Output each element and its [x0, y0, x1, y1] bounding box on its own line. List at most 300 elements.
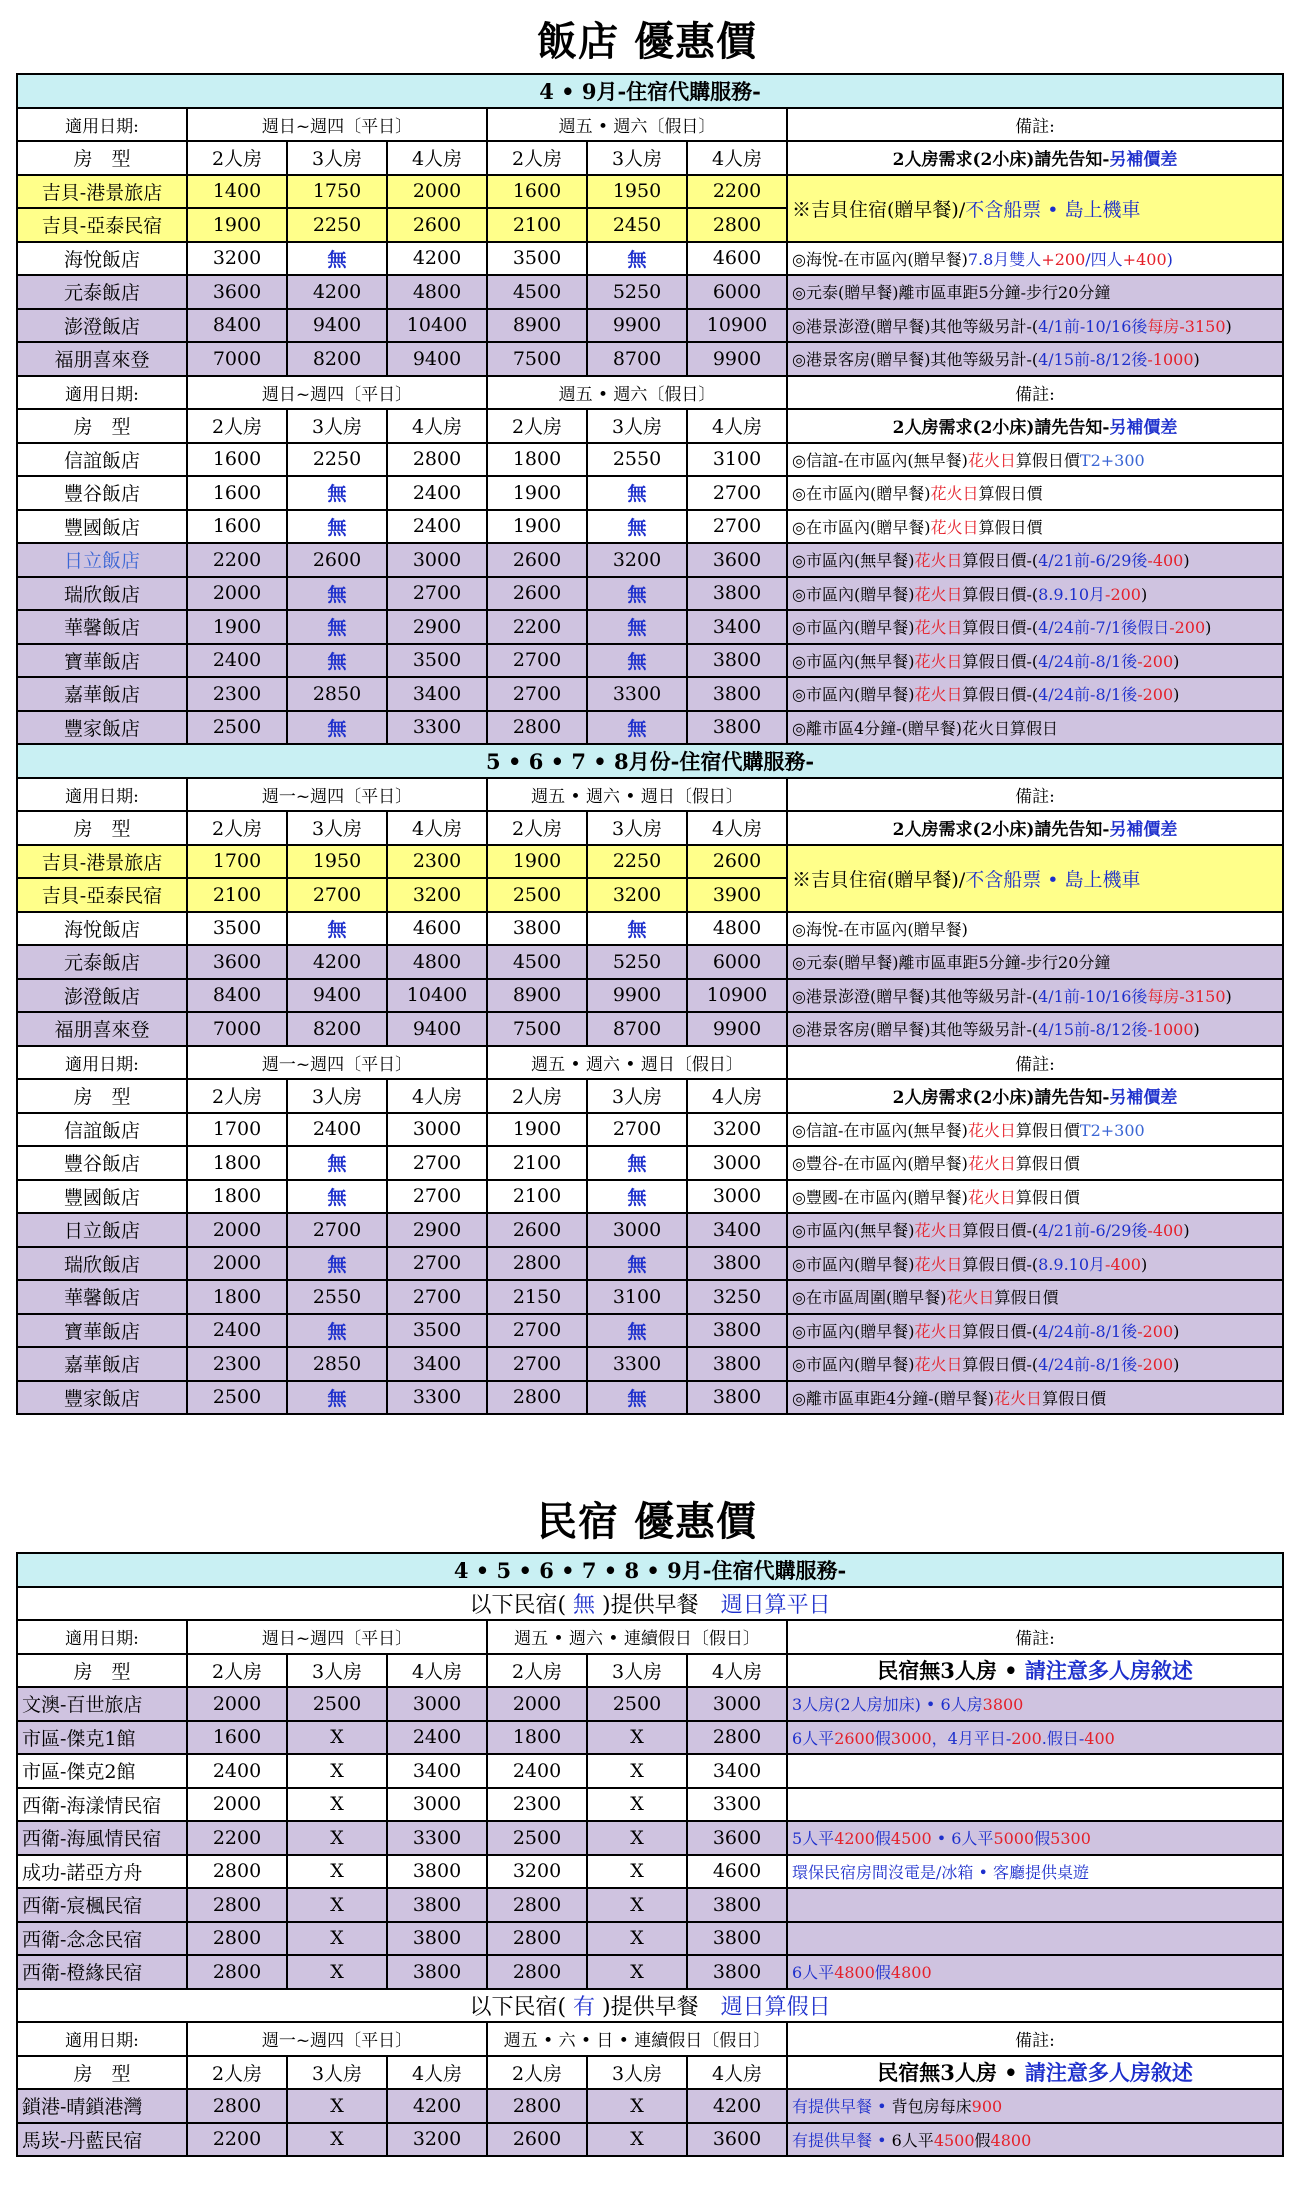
price-cell: 2400	[387, 476, 487, 510]
note-text: 週日算平日	[720, 1592, 831, 1618]
note-text: 假	[1034, 1829, 1051, 1849]
remark-cell	[787, 510, 1283, 544]
property-name: 西衛-橙緣民宿	[17, 1955, 187, 1989]
table-row	[17, 1754, 1283, 1788]
price-cell: 3300	[587, 1347, 687, 1381]
weekend-range: 週五 • 週六〔假日〕	[487, 108, 787, 142]
note-text: ◎在市區內(贈早餐)	[792, 517, 931, 537]
room-size-header: 2人房	[187, 1654, 287, 1688]
note-text: )	[1183, 1221, 1190, 1241]
remark-cell	[787, 1314, 1283, 1348]
remark-cell	[787, 1213, 1283, 1247]
price-cell: 3300	[387, 711, 487, 745]
note-text: 2600	[834, 1728, 875, 1748]
price-cell: 3000	[687, 1146, 787, 1180]
table-row	[17, 242, 1283, 276]
price-cell: 2600	[487, 2123, 587, 2157]
remark-cell	[787, 1280, 1283, 1314]
price-cell: 無	[287, 577, 387, 611]
note-text: ◎市區內(贈早餐)	[792, 1355, 915, 1375]
remarks-label: 備註:	[787, 108, 1283, 142]
table-row	[17, 1922, 1283, 1956]
price-cell: 3800	[387, 1888, 487, 1922]
note-text: )	[1225, 316, 1232, 336]
note-text: 以下民宿(	[469, 1994, 567, 2020]
price-cell: X	[587, 1788, 687, 1822]
note-text: 5300	[1050, 1829, 1091, 1849]
property-name: 市區-傑克2館	[17, 1754, 187, 1788]
price-cell: 2500	[287, 1687, 387, 1721]
price-cell: 8700	[587, 342, 687, 376]
price-cell: X	[587, 1888, 687, 1922]
price-cell: 2700	[387, 1180, 487, 1214]
price-cell: 2800	[687, 1721, 787, 1755]
note-text: 2人房需求(2小床)請先告知-	[892, 150, 1110, 171]
note-text: 3000	[890, 1728, 932, 1748]
price-cell: X	[287, 1955, 387, 1989]
price-cell: 2700	[587, 1113, 687, 1147]
price-cell: 1600	[187, 510, 287, 544]
note-text: )	[1140, 584, 1148, 604]
price-cell: 4500	[487, 945, 587, 979]
note-text: 花火日	[914, 584, 963, 604]
price-cell: 4800	[687, 912, 787, 946]
note-text: /四人	[1085, 249, 1123, 269]
price-cell: 4200	[287, 945, 387, 979]
price-cell: 2800	[487, 711, 587, 745]
price-cell: 4600	[687, 1855, 787, 1889]
price-cell: 2800	[487, 1381, 587, 1415]
price-cell: 7000	[187, 1012, 287, 1046]
note-text: ◎港景澎澄(贈早餐)其他等級另計-(	[792, 986, 1039, 1006]
price-cell: 2600	[487, 1213, 587, 1247]
note-text: 4800	[990, 2130, 1032, 2150]
price-cell: 無	[587, 711, 687, 745]
room-type-header: 房 型	[17, 811, 187, 845]
note-text: 有提供早餐 •	[792, 2097, 892, 2117]
note-text: .假日-	[1041, 1728, 1085, 1748]
hotel-price-table	[16, 73, 1284, 1415]
note-text: )	[1173, 651, 1180, 671]
price-cell: 2000	[187, 577, 287, 611]
note-text: 算假日價	[978, 517, 1043, 537]
property-name: 海悅飯店	[17, 242, 187, 276]
property-name: 澎澄飯店	[17, 309, 187, 343]
price-cell: 1950	[287, 845, 387, 879]
room-note-header	[787, 141, 1283, 175]
price-cell: 無	[287, 610, 387, 644]
price-cell: 3800	[687, 1888, 787, 1922]
table-row	[17, 1381, 1283, 1415]
price-cell: 3000	[687, 1687, 787, 1721]
room-size-header: 3人房	[287, 409, 387, 443]
note-text: 4200	[834, 1829, 875, 1849]
note-text: 算假日價	[1015, 1154, 1080, 1174]
property-name: 吉貝-亞泰民宿	[17, 208, 187, 242]
note-text: 算假日價-(	[962, 551, 1039, 571]
price-cell: 6000	[687, 945, 787, 979]
room-size-header: 4人房	[687, 141, 787, 175]
price-cell: 1900	[487, 1113, 587, 1147]
remark-cell	[787, 342, 1283, 376]
remark-cell	[787, 1381, 1283, 1415]
price-cell: 3900	[687, 878, 787, 912]
remark-cell	[787, 1247, 1283, 1281]
price-cell: 2600	[687, 845, 787, 879]
price-cell: 2100	[187, 878, 287, 912]
price-cell: 2400	[187, 1754, 287, 1788]
note-text: ◎市區內(無早餐)	[792, 1221, 915, 1241]
note-text: ◎海悅-在市區內(贈早餐)	[792, 249, 968, 269]
price-cell: X	[587, 1821, 687, 1855]
table-row	[17, 1180, 1283, 1214]
price-cell: 2800	[487, 1888, 587, 1922]
property-name: 寶華飯店	[17, 644, 187, 678]
note-text: ◎元泰(贈早餐)離市區車距5分鐘-步行20分鐘	[792, 283, 1111, 303]
note-text: -400	[1147, 1221, 1184, 1241]
property-name: 鎖港-晴鎖港灣	[17, 2089, 187, 2123]
price-cell: 2700	[687, 476, 787, 510]
note-text: 2人房需求(2小床)請先告知-	[892, 1088, 1110, 1109]
price-cell: 9900	[587, 309, 687, 343]
note-text: 5人平	[792, 1829, 835, 1849]
note-text: 4/1前-10/16後	[1038, 986, 1148, 1006]
note-text: -200	[1169, 618, 1206, 638]
property-name: 豐國飯店	[17, 1180, 187, 1214]
property-name: 福朋喜來登	[17, 1012, 187, 1046]
note-text: )提供早餐	[602, 1592, 721, 1618]
remarks-label: 備註:	[787, 2022, 1283, 2056]
note-text: 算假日價	[1015, 1187, 1080, 1207]
room-size-header: 3人房	[587, 2056, 687, 2090]
price-cell: 9900	[687, 342, 787, 376]
table-row	[17, 1788, 1283, 1822]
price-cell: 2800	[187, 1855, 287, 1889]
price-cell: 3200	[387, 878, 487, 912]
room-type-header: 房 型	[17, 141, 187, 175]
price-cell: 2100	[487, 1180, 587, 1214]
note-text: 算假日價	[978, 484, 1043, 504]
remark-cell	[787, 1347, 1283, 1381]
property-name: 西衛-海風情民宿	[17, 1821, 187, 1855]
note-text: 2人房需求(2小床)請先告知-	[892, 820, 1110, 841]
room-size-header: 2人房	[187, 409, 287, 443]
note-text: 6人平	[792, 1963, 835, 1983]
price-cell: 3400	[687, 610, 787, 644]
remark-cell	[787, 644, 1283, 678]
note-text: 6人平	[792, 1728, 835, 1748]
property-name: 澎澄飯店	[17, 979, 187, 1013]
note-text: 算假日價-(	[962, 685, 1039, 705]
note-text: 4500	[890, 1829, 932, 1849]
price-cell: 2400	[187, 1314, 287, 1348]
price-cell: 9400	[287, 309, 387, 343]
property-name: 西衛-海漾情民宿	[17, 1788, 187, 1822]
price-cell: 3500	[187, 912, 287, 946]
note-text: 花火日	[914, 651, 963, 671]
note-text: 4/1前-10/16後	[1038, 316, 1148, 336]
note-text: 花火日	[967, 450, 1016, 470]
price-cell: 1900	[487, 510, 587, 544]
price-cell: 2500	[187, 711, 287, 745]
price-cell: 3500	[387, 1314, 487, 1348]
remark-cell	[787, 610, 1283, 644]
note-text: 算假日價-(	[962, 651, 1039, 671]
note-text: 4800	[834, 1963, 875, 1983]
property-name: 瑞欣飯店	[17, 577, 187, 611]
price-cell: 8200	[287, 1012, 387, 1046]
note-text: +400	[1122, 249, 1167, 269]
note-text: 算假日價	[1015, 1120, 1080, 1140]
price-cell: 2400	[487, 1754, 587, 1788]
room-size-header: 4人房	[687, 1654, 787, 1688]
remark-cell	[787, 309, 1283, 343]
price-cell: 5250	[587, 945, 687, 979]
price-cell: 4500	[487, 275, 587, 309]
remark-cell	[787, 711, 1283, 745]
price-cell: 7000	[187, 342, 287, 376]
weekday-range: 週日~週四〔平日〕	[187, 376, 487, 410]
price-cell: 2800	[187, 1922, 287, 1956]
remark-cell	[787, 175, 1283, 242]
remark-cell	[787, 1687, 1283, 1721]
property-name: 市區-傑克1館	[17, 1721, 187, 1755]
price-cell: 1700	[187, 845, 287, 879]
price-cell: X	[287, 2123, 387, 2157]
property-name: 吉貝-亞泰民宿	[17, 878, 187, 912]
property-name: 馬崁-丹藍民宿	[17, 2123, 187, 2157]
note-text: 算假日價	[1042, 1388, 1107, 1408]
price-cell: 3600	[687, 1821, 787, 1855]
note-text: 花火日	[967, 1187, 1016, 1207]
price-cell: 2400	[287, 1113, 387, 1147]
price-cell: 1900	[187, 208, 287, 242]
room-size-header: 3人房	[587, 1079, 687, 1113]
weekend-range: 週五 • 週六 • 週日〔假日〕	[487, 1046, 787, 1080]
section-banner: 5 • 6 • 7 • 8月份-住宿代購服務-	[17, 744, 1283, 778]
note-text: 另補價差	[1109, 1088, 1178, 1109]
price-cell: 1950	[587, 175, 687, 209]
price-cell: 1750	[287, 175, 387, 209]
note-text: 以下民宿(	[469, 1592, 567, 1618]
note-text: ◎市區內(無早餐)	[792, 551, 915, 571]
property-name: 元泰飯店	[17, 945, 187, 979]
note-text: -1000	[1147, 350, 1194, 370]
note-text: 假	[974, 2130, 991, 2150]
note-text: 算假日價	[1015, 450, 1080, 470]
price-cell: 2450	[587, 208, 687, 242]
note-text: 週日算假日	[720, 1994, 831, 2020]
date-label: 適用日期:	[17, 108, 187, 142]
price-cell: 3800	[387, 1855, 487, 1889]
remark-cell	[787, 845, 1283, 912]
price-cell: 5250	[587, 275, 687, 309]
remark-cell	[787, 242, 1283, 276]
price-cell: 2000	[187, 1213, 287, 1247]
room-size-header: 3人房	[287, 1654, 387, 1688]
note-text: 每房-3150	[1147, 316, 1226, 336]
note-text: -1000	[1147, 1020, 1194, 1040]
price-cell: 1700	[187, 1113, 287, 1147]
minsu-price-table	[16, 1552, 1284, 2157]
note-text: ◎市區內(贈早餐)	[792, 1321, 915, 1341]
price-cell: 2800	[487, 1922, 587, 1956]
property-name: 信誼飯店	[17, 443, 187, 477]
price-cell: X	[287, 1821, 387, 1855]
price-cell: 2900	[387, 1213, 487, 1247]
remark-cell	[787, 1113, 1283, 1147]
remark-cell	[787, 577, 1283, 611]
note-text: 假	[874, 1963, 891, 1983]
price-cell: 3000	[587, 1213, 687, 1247]
property-name: 豐家飯店	[17, 711, 187, 745]
note-text: )	[1173, 685, 1180, 705]
price-cell: 1900	[187, 610, 287, 644]
room-size-header: 2人房	[487, 1654, 587, 1688]
property-name: 吉貝-港景旅店	[17, 845, 187, 879]
table-row	[17, 309, 1283, 343]
price-cell: 無	[287, 644, 387, 678]
price-cell: 1800	[187, 1280, 287, 1314]
price-cell: 2150	[487, 1280, 587, 1314]
table-row	[17, 1687, 1283, 1721]
note-text: 算假日價-(	[962, 618, 1039, 638]
price-cell: 無	[587, 577, 687, 611]
price-cell: 3800	[687, 1247, 787, 1281]
note-text: 算假日價-(	[962, 1254, 1039, 1274]
price-cell: 2600	[487, 543, 587, 577]
table-row	[17, 443, 1283, 477]
room-size-header: 2人房	[487, 811, 587, 845]
property-name: 豐谷飯店	[17, 1146, 187, 1180]
room-size-header: 2人房	[487, 141, 587, 175]
room-size-header: 4人房	[387, 141, 487, 175]
price-cell: 9400	[387, 342, 487, 376]
price-cell: 3600	[187, 275, 287, 309]
price-cell: 無	[587, 510, 687, 544]
room-size-header: 3人房	[587, 409, 687, 443]
note-text: ◎市區內(贈早餐)	[792, 584, 915, 604]
price-cell: 3100	[587, 1280, 687, 1314]
remark-cell	[787, 275, 1283, 309]
room-size-header: 2人房	[187, 1079, 287, 1113]
room-size-header: 3人房	[287, 1079, 387, 1113]
note-text: 3人房(2人房加床) • 6人房	[792, 1695, 983, 1715]
price-cell: 9400	[287, 979, 387, 1013]
note-text: 算假日價-(	[962, 1321, 1039, 1341]
remark-cell	[787, 1888, 1283, 1922]
price-cell: 無	[587, 1314, 687, 1348]
price-cell: 無	[287, 1314, 387, 1348]
price-cell: 無	[587, 1381, 687, 1415]
remark-cell	[787, 1012, 1283, 1046]
note-text: ※吉貝住宿(贈早餐)/	[792, 198, 966, 221]
price-cell: 2700	[487, 1347, 587, 1381]
room-size-header: 4人房	[687, 1079, 787, 1113]
table-row	[17, 1146, 1283, 1180]
note-text: 4/24前-8/1後	[1038, 1321, 1138, 1341]
price-cell: 3800	[687, 644, 787, 678]
table-row	[17, 1721, 1283, 1755]
table-row	[17, 1113, 1283, 1147]
note-text: 背包房每床	[891, 2097, 972, 2117]
price-cell: 2700	[487, 1314, 587, 1348]
price-cell: 3800	[687, 1314, 787, 1348]
note-text: ◎海悅-在市區內(贈早餐)	[792, 919, 968, 939]
price-cell: 4200	[387, 242, 487, 276]
price-cell: X	[587, 1922, 687, 1956]
price-cell: 3800	[687, 1347, 787, 1381]
property-name: 嘉華飯店	[17, 677, 187, 711]
note-text: 4/24前-8/1後	[1038, 651, 1138, 671]
price-cell: 無	[287, 1247, 387, 1281]
note-text: • 6人平	[931, 1829, 994, 1849]
note-text: 4/21前-6/29後	[1038, 1221, 1148, 1241]
room-size-header: 4人房	[387, 409, 487, 443]
note-text: 8.9.10月	[1038, 1254, 1106, 1274]
price-cell: 2800	[187, 1955, 287, 1989]
weekday-range: 週一~週四〔平日〕	[187, 778, 487, 812]
price-cell: 3300	[587, 677, 687, 711]
price-cell: 2100	[487, 1146, 587, 1180]
table-row	[17, 2089, 1283, 2123]
price-cell: 3400	[687, 1754, 787, 1788]
date-label: 適用日期:	[17, 376, 187, 410]
note-text: ，4月平日-	[931, 1728, 1012, 1748]
price-cell: 10400	[387, 309, 487, 343]
price-cell: 無	[587, 242, 687, 276]
note-text: )	[1193, 1020, 1200, 1040]
note-text: 4/15前-8/12後	[1038, 350, 1148, 370]
price-cell: 2800	[487, 1247, 587, 1281]
note-text: )	[1205, 618, 1212, 638]
price-cell: 2000	[387, 175, 487, 209]
note-text: -200	[1137, 1355, 1174, 1375]
note-text: 民宿無3人房 •	[877, 1658, 1025, 1684]
price-cell: 2000	[187, 1687, 287, 1721]
property-name: 嘉華飯店	[17, 1347, 187, 1381]
price-cell: 2600	[287, 543, 387, 577]
price-cell: 7500	[487, 342, 587, 376]
room-type-header: 房 型	[17, 1654, 187, 1688]
price-cell: 3800	[487, 912, 587, 946]
price-cell: 1900	[487, 476, 587, 510]
price-cell: 3000	[687, 1180, 787, 1214]
price-cell: 2800	[487, 2089, 587, 2123]
price-cell: 3000	[387, 1687, 487, 1721]
hotel-title: 飯店 優惠價	[537, 18, 757, 65]
property-name: 華馨飯店	[17, 1280, 187, 1314]
price-cell: 3200	[487, 1855, 587, 1889]
table-row	[17, 476, 1283, 510]
table-row	[17, 711, 1283, 745]
note-text: 另補價差	[1109, 418, 1178, 439]
note-text: 花火日	[946, 1288, 995, 1308]
weekend-range: 週五 • 週六 • 週日〔假日〕	[487, 778, 787, 812]
price-cell: X	[287, 1922, 387, 1956]
table-row	[17, 1888, 1283, 1922]
weekend-range: 週五 • 週六〔假日〕	[487, 376, 787, 410]
property-name: 華馨飯店	[17, 610, 187, 644]
note-text: 花火日	[914, 1254, 963, 1274]
weekday-range: 週一~週四〔平日〕	[187, 1046, 487, 1080]
property-name: 豐家飯店	[17, 1381, 187, 1415]
weekday-range: 週日~週四〔平日〕	[187, 108, 487, 142]
price-cell: 3400	[387, 1347, 487, 1381]
room-size-header: 4人房	[687, 409, 787, 443]
note-text: )	[1183, 551, 1190, 571]
price-cell: 3200	[187, 242, 287, 276]
